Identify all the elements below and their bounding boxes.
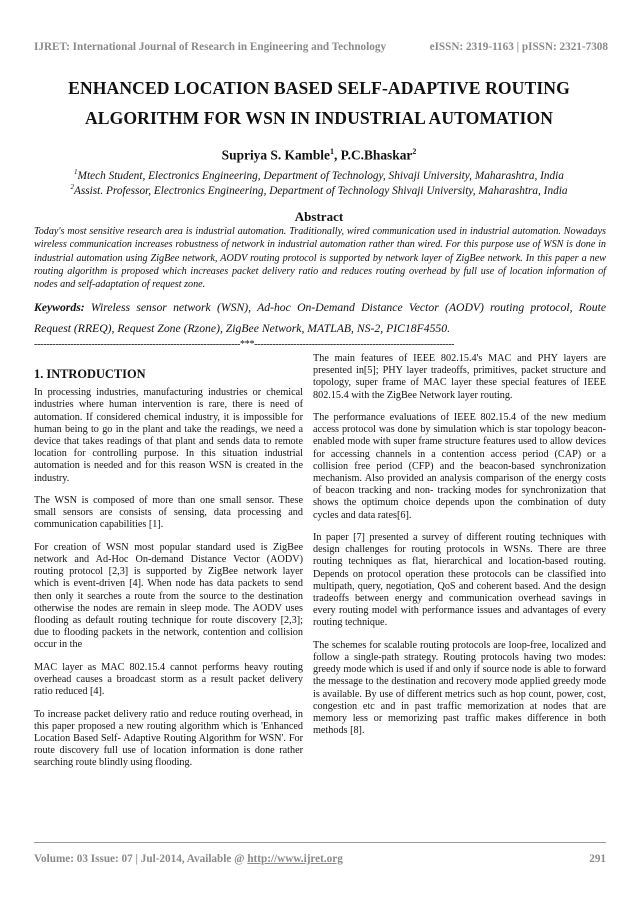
affiliation-2-text: Assist. Professor, Electronics Engineering, Department of Technology Shivaji University, Maharashtra, India	[73, 184, 568, 197]
author-list	[0, 147, 638, 163]
paragraph: The main features of IEEE 802.15.4's MAC and PHY layers are presented in[5]; PHY layer tradeoffs, primitives, packet structure and topology, super frame of MAC layer these special features of IEEE 802.15.4 with the ZigBee Network layer routing.	[313, 353, 606, 401]
paragraph: The WSN is composed of more than one small sensor. These small sensors are consists of sensing, data processing and communication capabilities [1].	[34, 495, 303, 531]
page-footer	[34, 853, 606, 865]
journal-name: IJRET: International Journal of Research in Engineering and Technology	[34, 41, 387, 53]
running-header	[34, 41, 608, 55]
footer-divider	[34, 842, 606, 843]
author-1-sup: 1	[329, 147, 334, 156]
right-column	[313, 353, 606, 748]
footer-volume-info: Volume: 03 Issue: 07 | Jul-2014, Available @	[34, 853, 248, 865]
section-separator: --------------------------------------------------------------------***------------------------------------------------------------------	[34, 339, 455, 350]
paper-title-line-2: ALGORITHM FOR WSN IN INDUSTRIAL AUTOMATION	[84, 108, 554, 128]
author-separator: ,	[333, 147, 341, 163]
paragraph: To increase packet delivery ratio and reduce routing overhead, in this paper proposed a new routing algorithm which is 'Enhanced Location Based Self- Adaptive Routing Algorithm for WSN'. For route discovery full use of location information is done rather searching route blindly using flooding.	[34, 708, 303, 769]
author-1: Supriya S. Kamble	[221, 147, 330, 163]
paragraph: For creation of WSN most popular standard used is ZigBee network and Ad-Hoc On-demand Distance Vector (AODV) routing protocol [2,3] is supported by ZigBee network layer which is event-driven [4]. When node has data packets to send then only it searches a route from the source to the destination otherwise the nodes are remain in sleep mode. The AODV uses flooding as default routing technique for route discovery [2,3]; due to flooding packets in the network, contention and collision occur in the	[34, 541, 303, 651]
author-2-sup: 2	[412, 147, 417, 156]
section-heading-introduction: 1. INTRODUCTION	[34, 367, 146, 381]
paragraph: MAC layer as MAC 802.15.4 cannot performs heavy routing overhead causes a broadcast storm as a result packet delivery ratio reduced [4].	[34, 661, 303, 698]
abstract-text: Today's most sensitive research area is industrial automation. Traditionally, wired communication used in industrial automation. Nowadays wireless communication increases robustness of network in industrial automation rather than wired. For this purpose use of WSN is done in industrial automation using ZigBee network, AODV routing protocol is supported by network layer of ZigBee network. In this paper a new routing algorithm is proposed which increases packet delivery ratio and reduces routing overhead by full use of location information of nodes and self-adaptation of request zone.	[34, 226, 606, 291]
paper-title-line-1: ENHANCED LOCATION BASED SELF-ADAPTIVE ROUTING	[68, 78, 570, 98]
paragraph: The schemes for scalable routing protocols are loop-free, localized and follow a single-path strategy. Routing protocols having two modes: greedy mode which is used if and only if source node is able to forward the message to the destination and recovery mode applied greedy mode is available. By use of different metrics such as hop count, power, cost, congestion etc and in past traffic memorization at nodes that are memory less or memorizing past traffic makes difference in both methods [8].	[313, 639, 606, 737]
paragraph: The performance evaluations of IEEE 802.15.4 of the new medium access protocol was done by simulation which is star topology beacon-enabled mode with super frame structure features used to allow devices for accessing channels in a contention access period (CAP) or a collision free period (CFP) and the beacon-based synchronization mechanism. Also provided an analysis comparison of the energy costs of beacon tracking and non- tracking modes for synchronization that shows the optimum choice depends upon the combination of duty cycles and data rates[6].	[313, 412, 606, 521]
journal-website-link[interactable]: http://www.ijret.org	[247, 853, 343, 865]
keywords-text: Wireless sensor network (WSN), Ad-hoc On-Demand Distance Vector (AODV) routing protocol, Route Request (RREQ), Request Zone (Rzone), ZigBee Network, MATLAB, NS-2, PIC18F4550.	[34, 301, 607, 335]
author-2: P.C.Bhaskar	[340, 147, 413, 163]
affiliation-1-sup: 1	[74, 168, 78, 176]
abstract-heading: Abstract	[294, 209, 344, 224]
affiliation-1-text: Mtech Student, Electronics Engineering, Department of Technology, Shivaji University, Maharashtra, India	[77, 169, 564, 182]
paragraph: In processing industries, manufacturing industries or chemical industries where human intervention is rare, there is need of automation. If considered chemical industry, it is impossible for human being to go in the plant and take the readings, we need a device that takes readings of that plant and sends data to remote location for controlling purpose. In this situation industrial automation is needed and for this reason WSN is created in the industry.	[34, 387, 303, 484]
paragraph: In paper [7] presented a survey of different routing techniques with design challenges for routing protocols in WSNs. There are three routing techniques as flat, hierarchical and location-based routing. Depends on protocol operation these protocols can be classified into multipath, query, negotiation, QoS and coherent based. And the design tradeoffs between energy and communication overhead savings in every routing model with performance issues and advantages of every routing technique.	[313, 532, 606, 629]
affiliation-2-sup: 2	[70, 183, 74, 191]
issn-numbers: eISSN: 2319-1163 | pISSN: 2321-7308	[429, 41, 608, 53]
keywords-label: Keywords:	[34, 301, 85, 314]
keywords	[34, 298, 606, 339]
left-column	[34, 368, 303, 780]
affiliation-2	[0, 183, 638, 197]
affiliation-1	[0, 168, 638, 182]
page-number: 291	[589, 853, 606, 865]
